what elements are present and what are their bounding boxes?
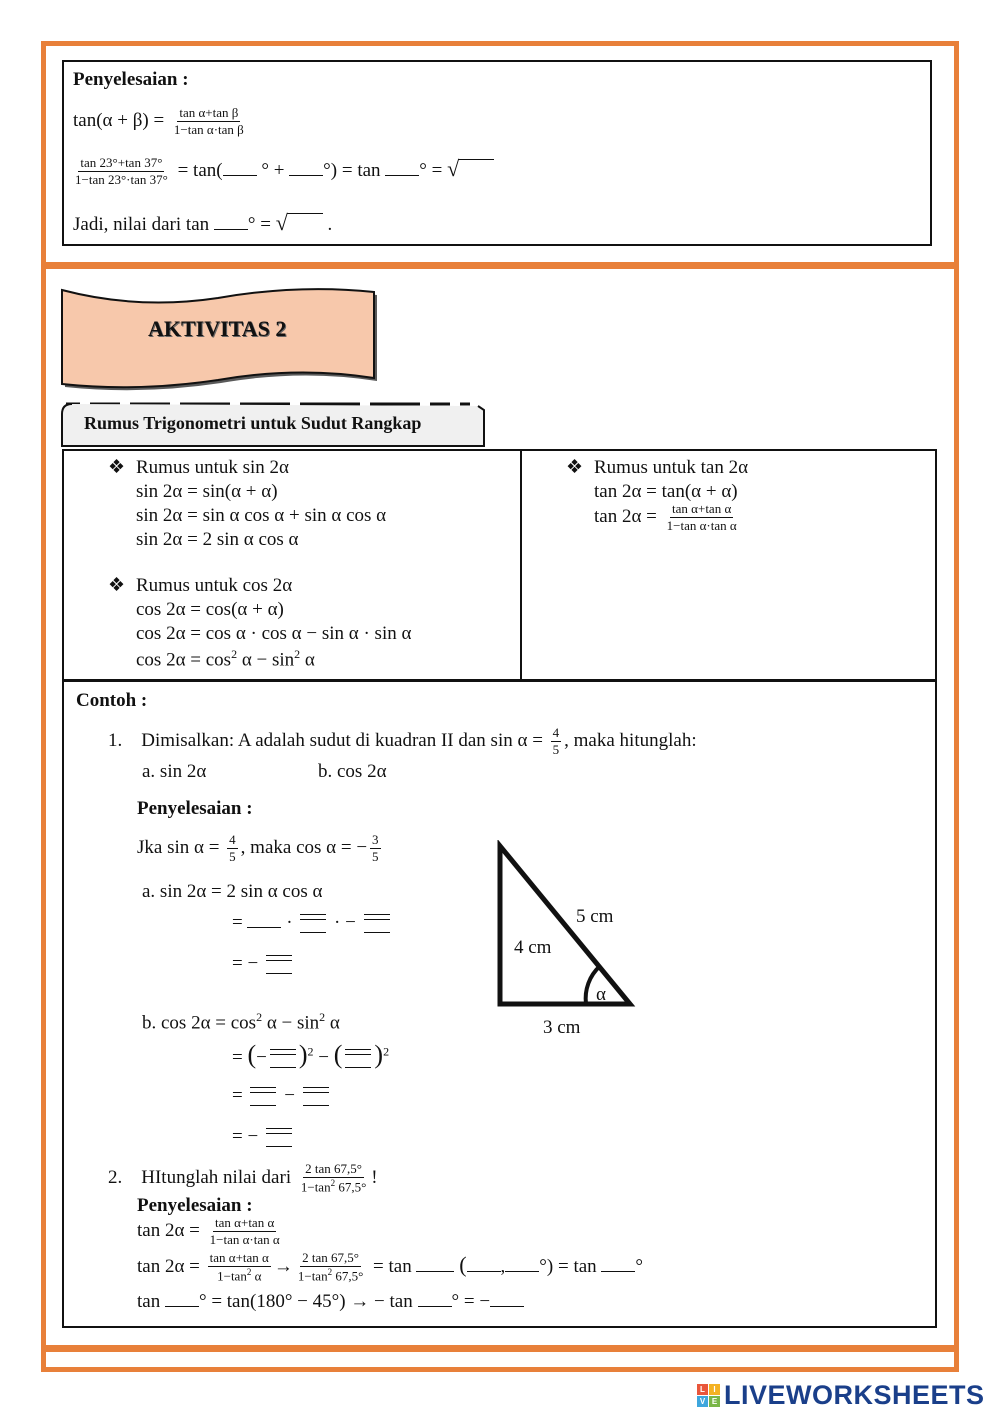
- sqrt-icon: √: [447, 156, 460, 182]
- question-1: 1. Dimisalkan: A adalah sudut di kuadran II dan sin α = $\frac{4}{5}$ , maka hitunglah:: [108, 725, 697, 758]
- part-a-step-2: = −: [232, 954, 295, 974]
- blank-frac-b4[interactable]: [303, 1087, 329, 1106]
- triangle-vert-label: 4 cm: [514, 937, 552, 958]
- part-b-step-1: = (− )$^2$ − ( )$^2$: [232, 1040, 390, 1069]
- triangle-base-label: 3 cm: [543, 1017, 581, 1038]
- blank-angle-4[interactable]: [214, 215, 248, 230]
- triangle-hyp-label: 5 cm: [576, 906, 614, 927]
- solution-heading: Penyelesaian :: [137, 798, 253, 819]
- triangle-angle-label: α: [596, 984, 606, 1005]
- sin-line-1: sin 2α = sin(α + α): [136, 481, 278, 502]
- blank-sqrt-1[interactable]: [458, 159, 494, 176]
- blank-angle-1[interactable]: [223, 161, 257, 176]
- example-heading: Contoh :: [76, 690, 148, 711]
- diamond-bullet-icon: ❖: [566, 457, 584, 478]
- cos-line-3: $\cos 2\alpha = \cos^2 \alpha - \sin^2 \alpha$: [136, 647, 315, 671]
- sin-line-2: sin 2α = sin α cos α + sin α cos α: [136, 505, 387, 526]
- given-line: Jka sin α = $\frac{4}{5}$ , maka cos α = − $\frac{3}{5}$: [137, 832, 379, 865]
- blank-frac-a2[interactable]: [364, 914, 390, 933]
- blank-frac-a1[interactable]: [300, 914, 326, 933]
- q2-line-3: tan ° = tan(180° − 45°) → − tan ° = −: [137, 1292, 524, 1311]
- cos-line-2: cos 2α = cos α · cos α − sin α · sin α: [136, 623, 412, 644]
- sin-heading: ❖ Rumus untuk sin 2α: [108, 457, 290, 478]
- q1-option-b: b. cos 2α: [318, 761, 387, 782]
- blank-frac-b3[interactable]: [250, 1087, 276, 1106]
- sqrt-icon: √: [275, 210, 288, 235]
- blank-frac-b1[interactable]: [270, 1049, 296, 1068]
- diamond-bullet-icon: ❖: [108, 575, 126, 596]
- cos-line-1: cos 2α = cos(α + α): [136, 599, 284, 620]
- blank-q2-4[interactable]: [601, 1257, 635, 1272]
- blank-angle-2[interactable]: [289, 161, 323, 176]
- cos-heading: ❖ Rumus untuk cos 2α: [108, 575, 293, 596]
- top-heading: Penyelesaian :: [73, 69, 189, 90]
- blank-a1[interactable]: [247, 913, 281, 928]
- conclusion-line: Jadi, nilai dari tan ° = √ .: [73, 210, 333, 235]
- subtitle: Rumus Trigonometri untuk Sudut Rangkap: [84, 413, 422, 433]
- blank-q2-7[interactable]: [490, 1292, 524, 1307]
- q2-solution-heading: Penyelesaian :: [137, 1195, 253, 1216]
- blank-angle-3[interactable]: [385, 161, 419, 176]
- part-a-line: a. sin 2α = 2 sin α cos α: [142, 881, 323, 902]
- part-b-line: b. $\cos 2\alpha = \cos^2 \alpha - \sin^2 \alpha$: [142, 1010, 340, 1034]
- diamond-bullet-icon: ❖: [108, 457, 126, 478]
- blank-q2-2[interactable]: [467, 1257, 501, 1272]
- liveworksheets-logo: [697, 1380, 985, 1411]
- banner-title: AKTIVITAS 2: [148, 316, 287, 341]
- question-2: 2. HItunglah nilai dari $\frac{2 \tan 67,5^\circ}{1-\tan^2 67,5^\circ}$ !: [108, 1161, 378, 1195]
- tan-heading: ❖ Rumus untuk tan 2α: [566, 457, 749, 478]
- blank-sqrt-2[interactable]: [287, 213, 323, 230]
- q1-option-a: a. sin 2α: [142, 761, 207, 782]
- blank-q2-6[interactable]: [418, 1292, 452, 1307]
- q2-line-1: tan 2α = $\frac{\text{tan α+tan α}}{\text{1−tan α·tan α}}$: [137, 1215, 280, 1248]
- right-triangle-diagram: [490, 840, 640, 1010]
- blank-q2-5[interactable]: [165, 1292, 199, 1307]
- tan-23-37-line: $\frac{\tan 23^\circ+\tan 37^\circ}{1-\tan 23^\circ\cdot\tan 37^\circ}$ = tan( ° + °) = tan ° = √: [73, 156, 494, 188]
- brand-text: LIVEWORKSHEETS: [724, 1380, 985, 1410]
- blank-frac-a3[interactable]: [266, 955, 292, 974]
- blank-frac-b2[interactable]: [345, 1049, 371, 1068]
- bottom-strip: [41, 1347, 959, 1372]
- sin-line-3: sin 2α = 2 sin α cos α: [136, 529, 299, 550]
- blank-q2-1[interactable]: [416, 1257, 454, 1272]
- tan-line-2: tan 2α = $\frac{\text{tan α+tan α}}{\text{1−tan α·tan α}}$: [594, 501, 737, 534]
- tan-sum-formula: tan(α + β) = $\frac{\text{tan α+tan β}}{\text{1−tan α·tan β}}$: [73, 105, 244, 138]
- part-b-step-2: = −: [232, 1086, 332, 1106]
- logo-icon: L I V E: [697, 1384, 720, 1407]
- q2-line-2: tan 2α = $\frac{\text{tan α+tan α}}{1-\tan^2 \alpha}$ → $\frac{2 \tan 67,5^\circ}{1-\tan^2 67,5^\circ}$ = tan ( , °) = tan °: [137, 1250, 644, 1284]
- blank-frac-b5[interactable]: [266, 1128, 292, 1147]
- blank-q2-3[interactable]: [505, 1257, 539, 1272]
- tan-line-1: tan 2α = tan(α + α): [594, 481, 738, 502]
- formula-table-left: [62, 449, 522, 681]
- part-a-step-1: = · · −: [232, 913, 393, 933]
- part-b-step-3: = −: [232, 1127, 295, 1147]
